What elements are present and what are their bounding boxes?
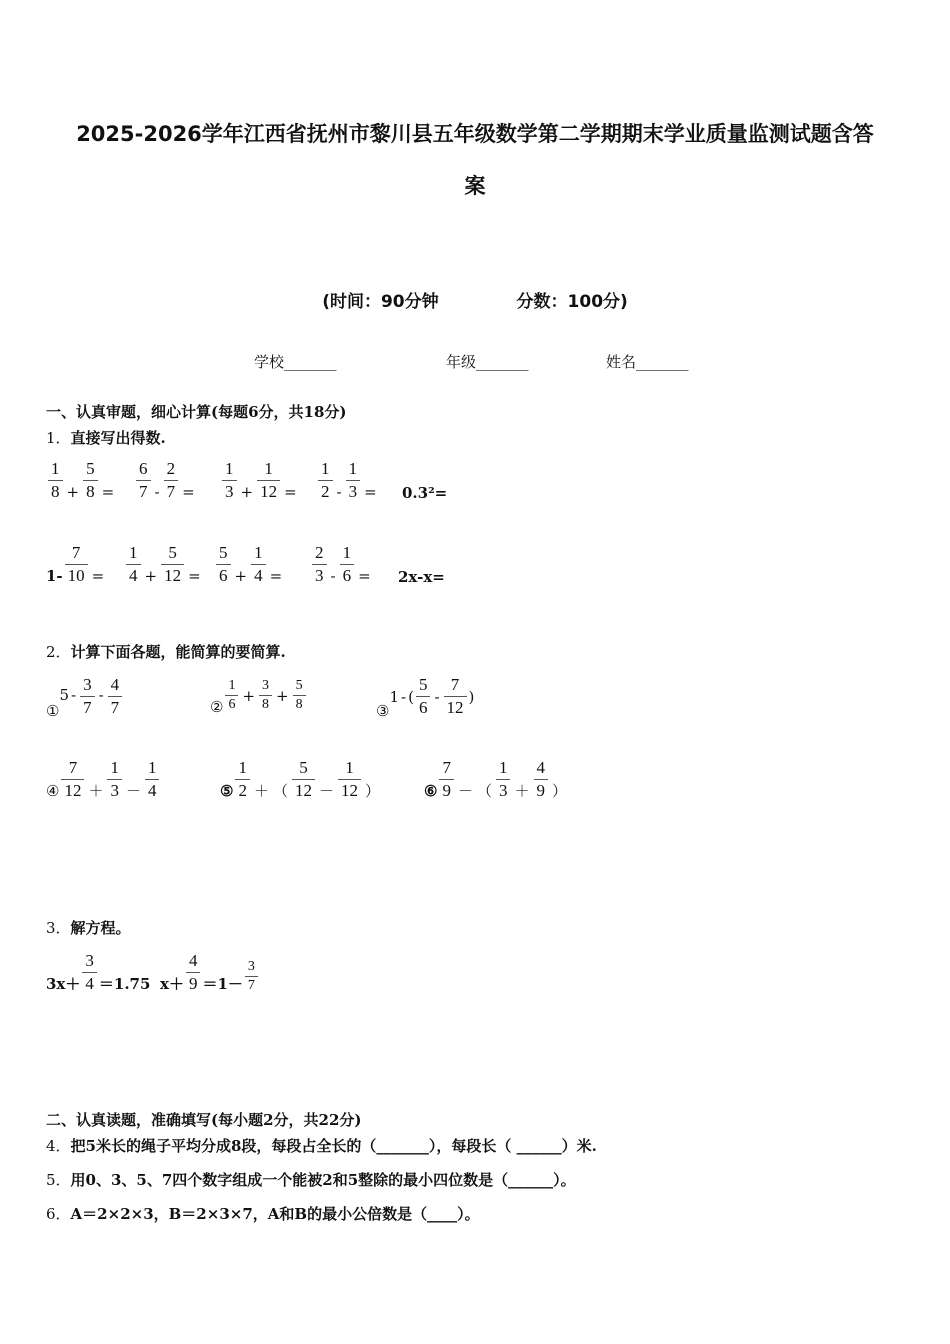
fraction xyxy=(61,757,84,802)
fraction xyxy=(346,458,361,503)
math-symbol: = xyxy=(358,566,371,585)
name-field: 姓名_______ xyxy=(606,353,689,371)
math-symbol: = xyxy=(284,482,297,501)
numerator: 7 xyxy=(450,675,460,694)
math-symbol: ④ xyxy=(46,781,60,800)
q1-item-5: 0.3²= xyxy=(402,484,448,502)
math-symbol: - xyxy=(154,482,160,501)
fraction xyxy=(83,458,98,503)
school-field: 学校_______ xyxy=(254,353,337,371)
denominator: 4 xyxy=(82,972,97,995)
numerator: 4 xyxy=(536,758,545,777)
denominator: 12 xyxy=(257,480,280,503)
denominator: 3 xyxy=(222,480,237,503)
fraction xyxy=(222,458,237,503)
math-symbol: + xyxy=(242,686,256,705)
fraction xyxy=(235,757,250,802)
denominator: 3 xyxy=(312,564,327,587)
fraction xyxy=(257,458,280,503)
fraction xyxy=(65,542,88,587)
denominator: 7 xyxy=(164,480,179,503)
fraction xyxy=(186,950,201,995)
math-symbol: - xyxy=(401,687,407,706)
math-symbol: + xyxy=(276,686,289,705)
fraction xyxy=(216,542,231,587)
denominator: 10 xyxy=(65,564,88,587)
numerator: 2 xyxy=(166,459,176,478)
q1-item-6 xyxy=(46,542,106,587)
fraction xyxy=(318,458,333,503)
math-symbol: （ xyxy=(272,782,288,800)
fraction xyxy=(312,542,327,587)
q2-item-4 xyxy=(46,757,161,802)
numerator: 1 xyxy=(321,459,330,478)
denominator: 6 xyxy=(340,564,355,587)
denominator: 12 xyxy=(161,564,184,587)
fraction xyxy=(161,542,184,587)
math-symbol: - xyxy=(71,685,77,704)
math-symbol: 1- xyxy=(46,566,63,585)
math-symbol: － xyxy=(125,782,141,800)
question-2 xyxy=(46,641,286,662)
numerator: 1 xyxy=(345,758,354,777)
numerator: 5 xyxy=(295,678,303,693)
fraction xyxy=(136,458,151,503)
denominator: 7 xyxy=(136,480,151,503)
time-label: (时间：90分钟 xyxy=(322,292,439,312)
math-symbol: ③ xyxy=(376,701,390,720)
fraction xyxy=(534,757,549,802)
denominator: 9 xyxy=(186,972,201,995)
fraction xyxy=(259,677,272,714)
q1-item-10: 2x-x= xyxy=(398,568,445,586)
page-title xyxy=(40,108,910,212)
math-symbol: ⑤ xyxy=(220,781,234,800)
denominator: 4 xyxy=(126,564,141,587)
section-2-heading: 二、认真读题，准确填写(每小题2分，共22分) xyxy=(46,1111,362,1129)
q1-item-7 xyxy=(124,542,203,587)
math-symbol: = xyxy=(182,482,195,501)
numerator: 1 xyxy=(129,543,138,562)
question-1 xyxy=(46,427,166,448)
math-symbol: = xyxy=(91,566,105,585)
math-symbol: = xyxy=(364,482,377,501)
numerator: 1 xyxy=(110,758,119,777)
denominator: 12 xyxy=(444,696,467,719)
math-symbol: + xyxy=(240,482,254,501)
numerator: 4 xyxy=(188,951,198,970)
q1-item-3 xyxy=(220,458,299,503)
math-symbol: + xyxy=(144,566,158,585)
q1-item-4 xyxy=(316,458,379,503)
numerator: 1 xyxy=(225,459,234,478)
math-symbol: - xyxy=(330,566,336,585)
denominator: 8 xyxy=(48,480,63,503)
q2-item-6 xyxy=(424,757,569,802)
fraction xyxy=(107,757,122,802)
math-symbol: x＋ xyxy=(160,975,184,993)
math-symbol: ＝1.75 xyxy=(98,975,151,993)
denominator: 6 xyxy=(225,695,238,714)
denominator: 2 xyxy=(318,480,333,503)
question-number: 5． xyxy=(46,1171,71,1189)
numerator: 7 xyxy=(68,758,78,777)
math-symbol: ② xyxy=(210,697,224,716)
math-symbol: ＋ xyxy=(514,782,530,800)
denominator: 7 xyxy=(245,976,258,995)
q2-item-5 xyxy=(220,757,382,802)
numerator: 3 xyxy=(83,675,92,694)
denominator: 12 xyxy=(338,779,361,802)
numerator: 5 xyxy=(168,543,177,562)
fraction xyxy=(292,757,315,802)
fraction xyxy=(416,674,431,719)
math-symbol: - xyxy=(98,685,104,704)
title-line-1: 2025-2026学年江西省抚州市黎川县五年级数学第二学期期末学业质量监测试题含答 xyxy=(76,122,874,146)
numerator: 1 xyxy=(147,758,157,777)
question-text: 直接写出得数. xyxy=(70,429,166,447)
denominator: 12 xyxy=(61,779,84,802)
numerator: 3 xyxy=(85,951,94,970)
math-symbol: 3x＋ xyxy=(46,975,81,993)
q1-item-8 xyxy=(214,542,284,587)
denominator: 6 xyxy=(416,696,431,719)
numerator: 3 xyxy=(262,678,270,693)
denominator: 4 xyxy=(145,779,160,802)
numerator: 1 xyxy=(238,758,247,777)
q3-equation-2 xyxy=(160,950,260,995)
fraction xyxy=(439,757,454,802)
numerator: 1 xyxy=(498,758,508,777)
q2-item-1 xyxy=(46,674,124,719)
math-symbol: ① xyxy=(46,701,60,720)
numerator: 1 xyxy=(264,459,273,478)
math-symbol: + xyxy=(66,482,80,501)
question-text: A＝2×2×3，B＝2×3×7，A和B的最小公倍数是（____）。 xyxy=(70,1205,480,1223)
denominator: 3 xyxy=(346,480,361,503)
question-3 xyxy=(46,917,131,938)
q2-item-2 xyxy=(210,677,308,714)
denominator: 4 xyxy=(251,564,266,587)
math-symbol: = xyxy=(269,566,283,585)
denominator: 8 xyxy=(83,480,98,503)
numerator: 1 xyxy=(342,543,352,562)
math-symbol: ＋ xyxy=(253,782,269,800)
question-number: 4． xyxy=(46,1137,71,1155)
fraction xyxy=(496,757,511,802)
question-text: 解方程。 xyxy=(70,919,131,937)
denominator: 3 xyxy=(496,779,511,802)
numerator: 1 xyxy=(254,543,263,562)
denominator: 8 xyxy=(259,695,272,714)
fraction xyxy=(145,757,160,802)
numerator: 1 xyxy=(51,459,60,478)
fraction xyxy=(293,677,306,714)
math-symbol: ） xyxy=(552,782,568,800)
fraction xyxy=(126,542,141,587)
math-symbol: + xyxy=(234,566,248,585)
numerator: 1 xyxy=(348,459,358,478)
score-label: 分数：100分) xyxy=(516,292,628,312)
math-symbol: ⑥ xyxy=(424,781,438,800)
numerator: 7 xyxy=(71,543,81,562)
question-text: 把5米长的绳子平均分成8段，每段占全长的（_______），每段长（ ______）米. xyxy=(70,1137,597,1155)
denominator: 6 xyxy=(216,564,231,587)
denominator: 12 xyxy=(292,779,315,802)
math-symbol: － xyxy=(318,782,334,800)
math-symbol: － xyxy=(457,782,473,800)
q1-item-9 xyxy=(310,542,373,587)
denominator: 9 xyxy=(534,779,549,802)
math-symbol: ) xyxy=(468,687,475,706)
fraction xyxy=(48,458,63,503)
numerator: 4 xyxy=(110,675,120,694)
math-symbol: 1 xyxy=(389,687,399,706)
denominator: 7 xyxy=(80,696,95,719)
fraction xyxy=(82,950,97,995)
numerator: 1 xyxy=(228,678,236,693)
title-line-2: 案 xyxy=(464,174,486,198)
question-5 xyxy=(46,1169,576,1190)
numerator: 5 xyxy=(219,543,228,562)
fraction xyxy=(444,674,467,719)
denominator: 2 xyxy=(235,779,250,802)
math-symbol: ） xyxy=(365,782,381,800)
exam-meta xyxy=(0,287,950,312)
numerator: 6 xyxy=(139,459,148,478)
denominator: 8 xyxy=(293,695,306,714)
denominator: 7 xyxy=(108,696,123,719)
grade-field: 年级_______ xyxy=(446,353,529,371)
numerator: 7 xyxy=(442,758,451,777)
numerator: 5 xyxy=(86,459,95,478)
denominator: 3 xyxy=(107,779,122,802)
math-symbol: （ xyxy=(476,782,492,800)
fraction xyxy=(338,757,361,802)
fraction xyxy=(225,677,238,714)
math-symbol: = xyxy=(188,566,201,585)
section-1-heading: 一、认真审题，细心计算(每题6分，共18分) xyxy=(46,403,347,421)
fraction xyxy=(80,674,95,719)
q2-item-3 xyxy=(376,674,474,719)
numerator: 5 xyxy=(299,758,308,777)
fraction xyxy=(164,458,179,503)
fraction xyxy=(245,958,258,995)
question-number: 1． xyxy=(46,429,71,447)
question-text: 计算下面各题，能简算的要简算. xyxy=(70,643,286,661)
q1-item-1 xyxy=(46,458,116,503)
math-symbol: ( xyxy=(408,687,414,706)
math-symbol: ＋ xyxy=(88,782,104,800)
fraction xyxy=(108,674,123,719)
question-text: 用0、3、5、7四个数字组成一个能被2和5整除的最小四位数是（______）。 xyxy=(70,1171,576,1189)
q3-equation-1 xyxy=(46,950,150,995)
math-symbol: 5 xyxy=(59,685,69,704)
question-number: 3． xyxy=(46,919,71,937)
numerator: 5 xyxy=(418,675,428,694)
denominator: 9 xyxy=(439,779,454,802)
math-symbol: - xyxy=(434,687,440,706)
fraction xyxy=(340,542,355,587)
question-number: 6． xyxy=(46,1205,71,1223)
fraction xyxy=(251,542,266,587)
q1-item-2 xyxy=(134,458,197,503)
numerator: 3 xyxy=(247,959,255,974)
math-symbol: - xyxy=(336,482,342,501)
math-symbol: = xyxy=(101,482,115,501)
math-symbol: ＝1－ xyxy=(202,975,243,993)
question-6 xyxy=(46,1203,480,1224)
question-number: 2． xyxy=(46,643,71,661)
numerator: 2 xyxy=(315,543,324,562)
question-4 xyxy=(46,1135,597,1156)
